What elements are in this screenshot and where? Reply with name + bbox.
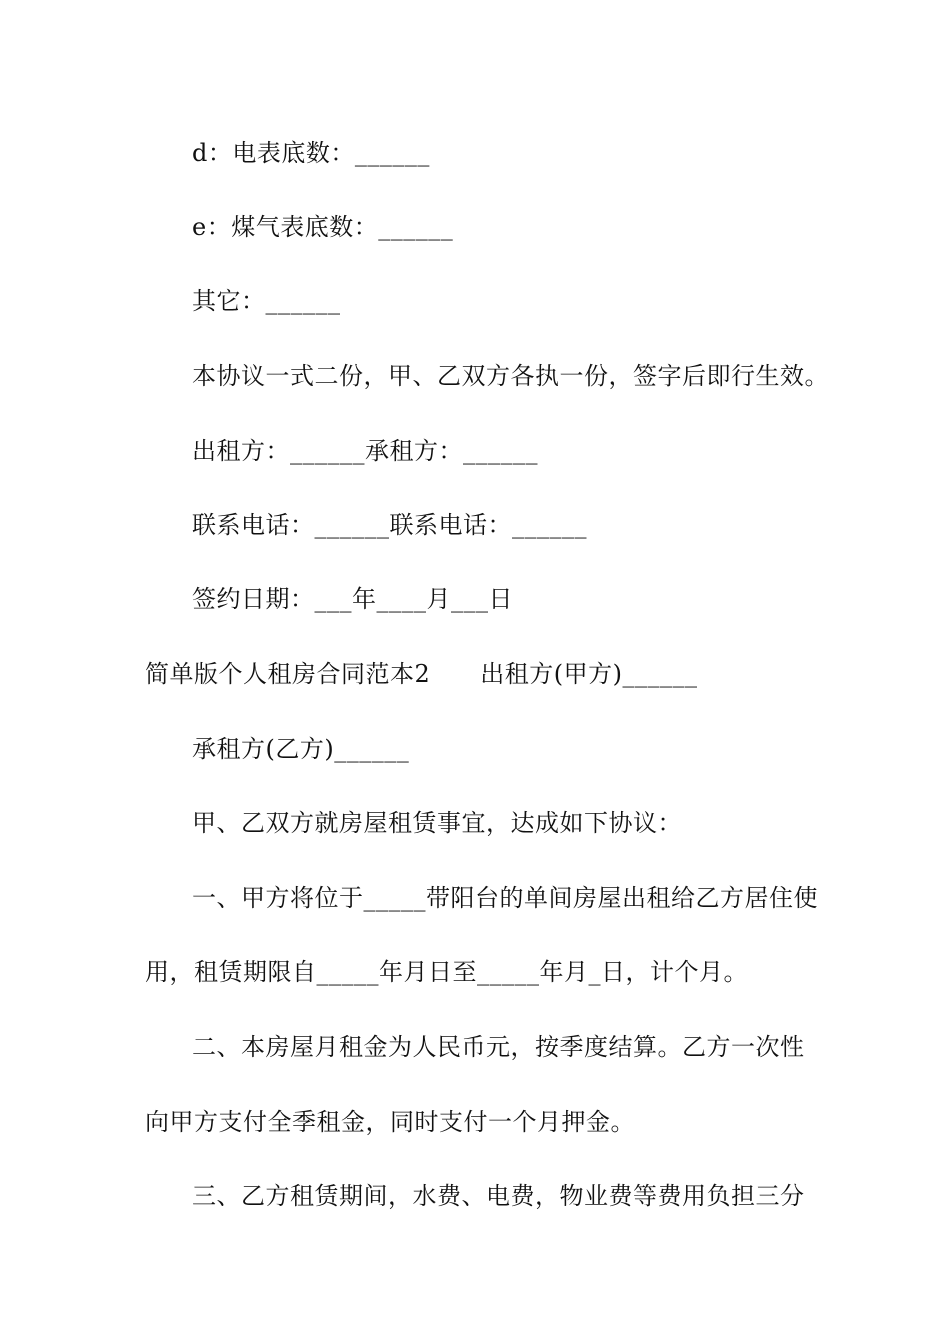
lessor-party-a: 出租方(甲方)______ [480, 660, 698, 688]
parties-signature-line: 出租方：______承租方：______ [192, 437, 538, 465]
clause-1-line-2: 用，租赁期限自_____年月日至_____年月_日，计个月。 [145, 958, 748, 986]
section-heading-row [145, 659, 698, 689]
contact-phone-line: 联系电话：______联系电话：______ [192, 511, 587, 539]
clause-2-line-2: 向甲方支付全季租金，同时支付一个月押金。 [145, 1108, 635, 1136]
agreement-intro: 甲、乙双方就房屋租赁事宜，达成如下协议： [192, 809, 682, 837]
clause-2-line-1: 二、本房屋月租金为人民币元，按季度结算。乙方一次性 [192, 1033, 805, 1061]
gas-meter-line: e：煤气表底数：______ [192, 213, 454, 241]
clause-1-line-1: 一、甲方将位于_____带阳台的单间房屋出租给乙方居住使 [192, 884, 818, 912]
electric-meter-line: d：电表底数：______ [192, 139, 430, 167]
signing-date-line: 签约日期：___年____月___日 [192, 585, 513, 613]
lessee-party-b: 承租方(乙方)______ [192, 735, 410, 763]
other-line: 其它：______ [192, 287, 341, 315]
clause-3-line-1: 三、乙方租赁期间，水费、电费，物业费等费用负担三分 [192, 1182, 805, 1210]
section-heading: 简单版个人租房合同范本2 [145, 660, 431, 688]
agreement-effect-line: 本协议一式二份，甲、乙双方各执一份，签字后即行生效。 [192, 362, 829, 390]
